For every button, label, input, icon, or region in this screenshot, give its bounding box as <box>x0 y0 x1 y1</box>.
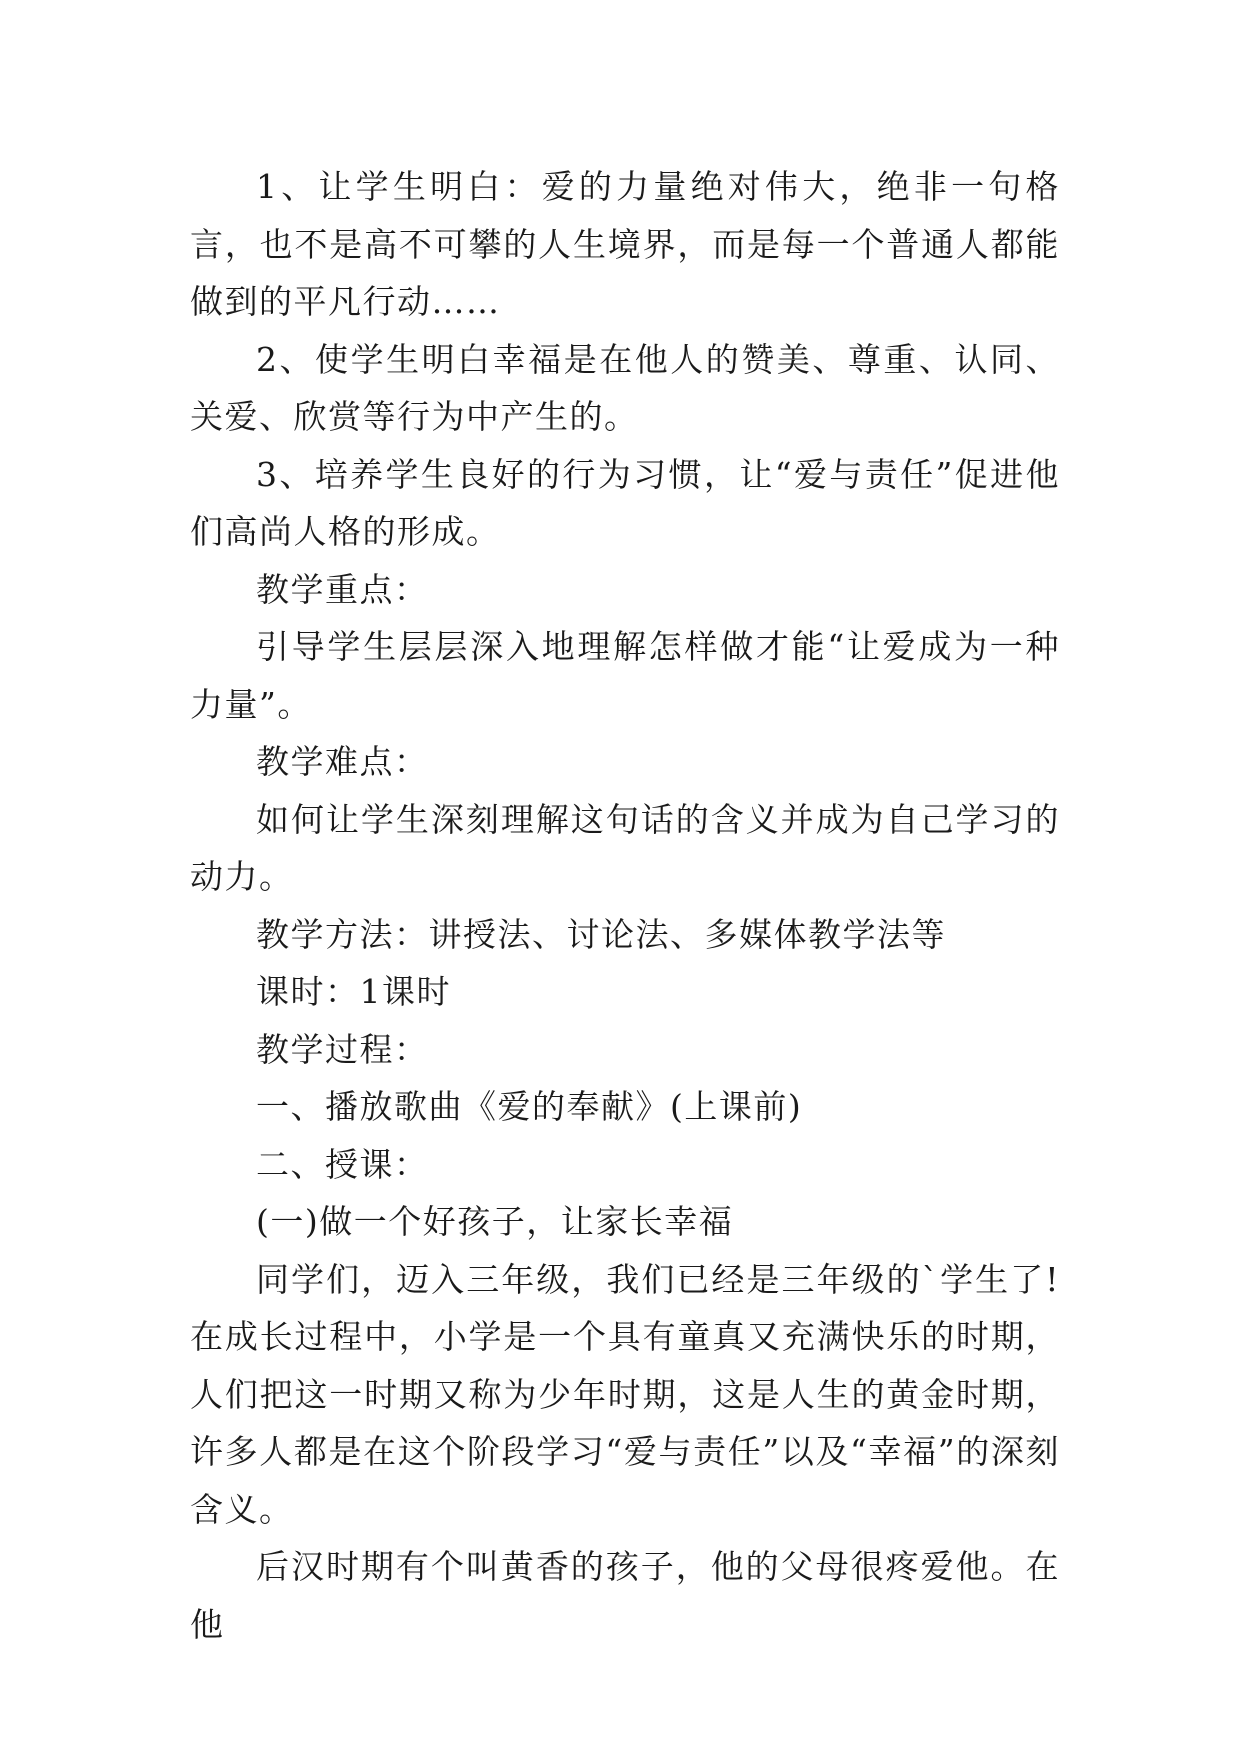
key-points-paragraph: 引导学生层层深入地理解怎样做才能“让爱成为一种力量”。 <box>190 627 1060 724</box>
difficulties-paragraph: 如何让学生深刻理解这句话的含义并成为自己学习的动力。 <box>190 799 1060 896</box>
objective-3-paragraph: 3、培养学生良好的行为习惯，让“爱与责任”促进他们高尚人格的形成。 <box>190 454 1060 551</box>
section-two-heading: 二、授课： <box>256 1144 429 1184</box>
class-hours-paragraph: 课时：1课时 <box>256 972 451 1011</box>
body-paragraph-2: 后汉时期有个叫黄香的孩子，他的父母很疼爱他。在他 <box>190 1547 1060 1644</box>
teaching-methods-paragraph: 教学方法：讲授法、讨论法、多媒体教学法等 <box>256 914 946 954</box>
subsection-one-heading: (一)做一个好孩子，让家长幸福 <box>256 1202 734 1241</box>
body-paragraph-1: 同学们，迈入三年级，我们已经是三年级的`学生了!在成长过程中，小学是一个具有童真又充满快乐的时期，人们把这一时期又称为少年时期，这是人生的黄金时期，许多人都是在这个阶段学习“爱与责任”以及“幸福”的深刻含义。 <box>190 1259 1060 1529</box>
difficulties-heading: 教学难点： <box>256 742 429 781</box>
objective-2-paragraph: 2、使学生明白幸福是在他人的赞美、尊重、认同、关爱、欣赏等行为中产生的。 <box>190 339 1060 436</box>
section-one-heading: 一、播放歌曲《爱的奉献》(上课前) <box>256 1087 803 1126</box>
teaching-process-heading: 教学过程： <box>256 1029 429 1069</box>
key-points-heading: 教学重点： <box>256 569 429 609</box>
objective-1-paragraph: 1、让学生明白：爱的力量绝对伟大，绝非一句格言，也不是高不可攀的人生境界，而是每一个普通人都能做到的平凡行动…… <box>190 167 1060 321</box>
document-body <box>190 158 1060 1653</box>
